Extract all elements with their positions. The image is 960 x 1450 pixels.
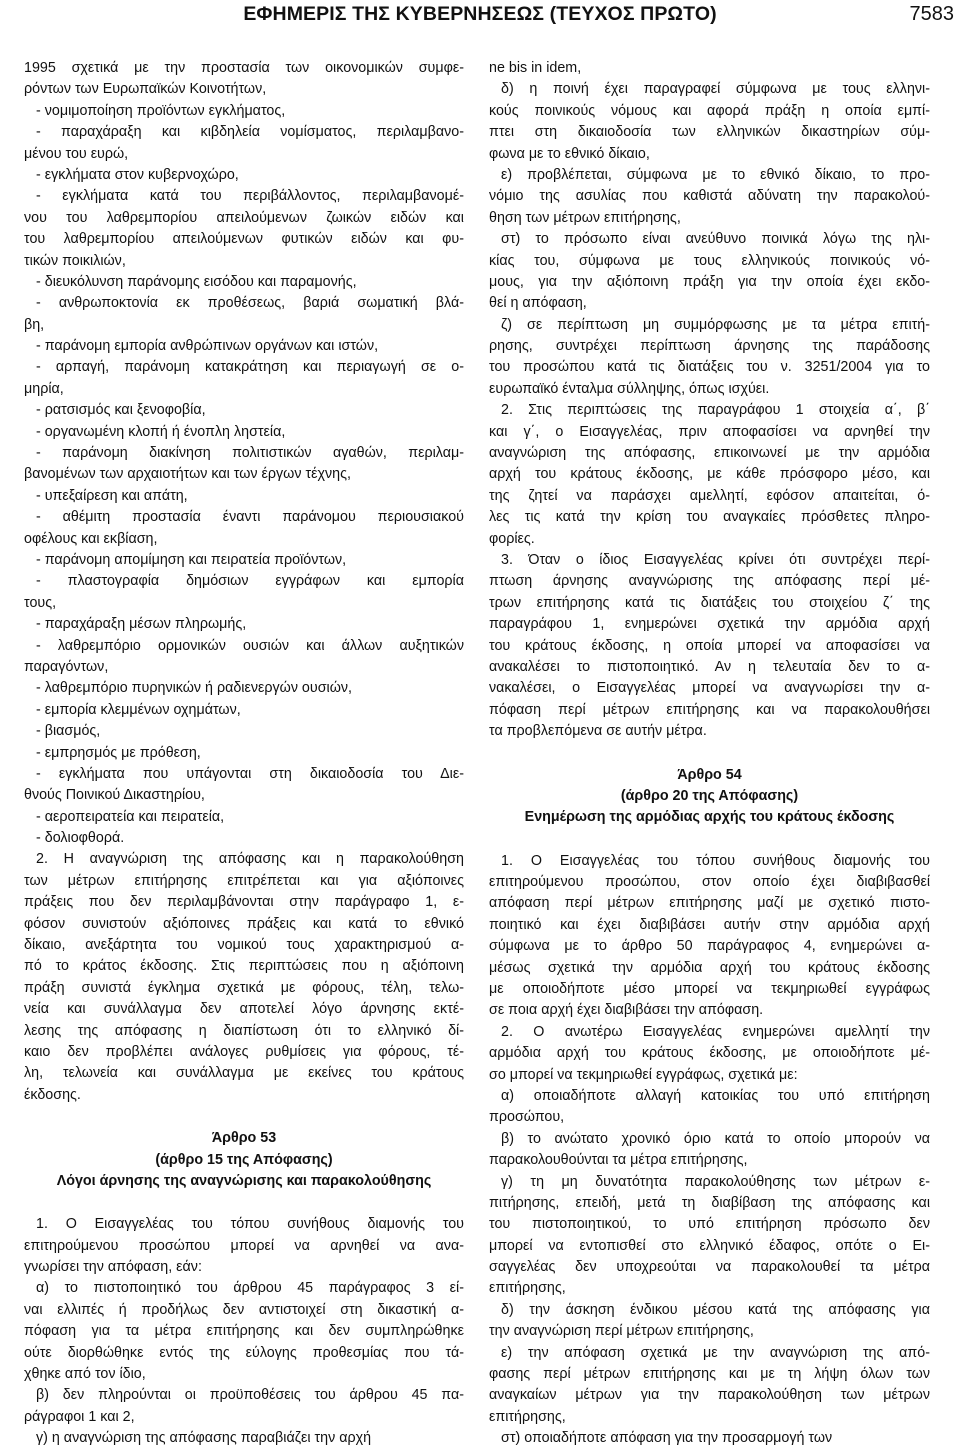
text-line: επιτηρούμενου προσώπου, στον οποίο έχει διαβιβασθεί xyxy=(489,874,930,891)
text-line: επιτήρησης, xyxy=(489,1408,566,1425)
spacer xyxy=(489,829,930,851)
text-line: γ) η αναγνώριση της απόφασης παραβιάζει την αρχή xyxy=(36,1430,372,1447)
text-line: του προσώπου κατά τις διατάξεις του ν. 3251/2004 για το xyxy=(489,359,930,376)
text-line: 1995 σχετικά με την προστασία των οικονομικών συμφε- xyxy=(24,60,464,76)
text-line: του κράτους έκδοσης, η οποία μπορεί να αποφασίσει να xyxy=(489,637,930,654)
text-line: πράξεις που δεν περιλαμβάνονται στην παράγραφο 1, ε- xyxy=(24,894,464,911)
text-line: δ) η ποινή έχει παραγραφεί σύμφωνα με τους ελληνι- xyxy=(501,81,930,98)
text-line: λη, τελωνεία και συνάλλαγμα με εκείνες του κράτους xyxy=(24,1065,464,1082)
text-line: ευρωπαϊκό ένταλμα σύλληψης, όπως ισχύει. xyxy=(489,380,770,397)
text-line: παρακολουθούνται τα μέτρα επιτήρησης, xyxy=(489,1152,748,1169)
text-line: πόφαση για τα μέτρα επιτήρησης και δεν συμπληρώθηκε xyxy=(24,1323,464,1340)
text-line: τικών ποικιλιών, xyxy=(24,252,126,269)
text-line: βη, xyxy=(24,316,45,333)
text-line: - πλαστογραφία δημόσιων εγγράφων και εμπορία xyxy=(36,573,464,590)
text-line: του πιστοποιητικού, το υπό επιτήρηση πρόσωπο δεν xyxy=(489,1216,930,1233)
text-line: της ζητεί να παράσχει αμελλητί, εφόσον απαιτείται, ό- xyxy=(489,487,930,504)
text-line: μηρία, xyxy=(24,380,64,397)
text-line: ε) την απόφαση σχετικά με την αναγνώριση της από- xyxy=(501,1344,930,1361)
text-line: τους, xyxy=(24,594,57,611)
text-line: βανομένων των αρχαιοτήτων και των έργων τέχνης, xyxy=(24,466,351,483)
text-line: αναγνώριση της απόφασης, επικοινωνεί με την αρμόδια xyxy=(489,445,930,462)
text-line: νακαλέσει, ο Εισαγγελέας μπορεί να αναγνωρίσει την α- xyxy=(489,680,930,697)
spacer xyxy=(24,1106,464,1128)
article-reference: (άρθρο 15 της Απόφασης) xyxy=(155,1151,333,1168)
text-line: - εμπρησμός με πρόθεση, xyxy=(36,744,201,761)
text-line: σο μπορεί να τεκμηριωθεί εγγράφως, σχετικά με: xyxy=(489,1066,798,1083)
text-line: φωνα με το εθνικό δίκαιο, xyxy=(489,145,650,162)
text-line: - οργανωμένη κλοπή ή ένοπλη ληστεία, xyxy=(36,423,286,440)
text-line: β) δεν πληρούνται οι προϋποθέσεις του άρθρου 45 πα- xyxy=(36,1387,464,1404)
text-line: την αναγνώριση περί μέτρων επιτήρησης, xyxy=(489,1323,754,1340)
article-reference: (άρθρο 20 της Απόφασης) xyxy=(620,787,799,804)
text-line: 3. Όταν ο ίδιος Εισαγγελέας κρίνει ότι συντρέχει περί- xyxy=(501,551,930,568)
text-line: καιο δεν προβλέπει ανάλογες ρυθμίσεις για φόρους, τέ- xyxy=(24,1043,464,1060)
text-line: γ) τη μη δυνατότητα παρακολούθησης των μέτρων ε- xyxy=(501,1173,930,1190)
text-line: μένου του ευρώ, xyxy=(24,145,129,162)
text-line: σε ποια αρχή έχει διαβιβάσει την απόφαση. xyxy=(489,1002,764,1019)
text-line: - λαθρεμπόριο ορμονικών ουσιών και άλλων αυξητικών xyxy=(36,637,464,654)
text-line: δ) την άσκηση ένδικου μέσου κατά της απόφασης για xyxy=(501,1301,930,1318)
text-line: παραγράφου 1, ενημερώνει σχετικά την αρμόδια αρχή xyxy=(489,616,930,633)
text-line: στ) οποιαδήποτε απόφαση για την προσαρμογή των xyxy=(501,1430,833,1447)
text-line: - δολιοφθορά. xyxy=(36,830,125,847)
text-line: - ρατσισμός και ξενοφοβία, xyxy=(36,402,206,419)
text-line: των μέτρων επιτήρησης επιτρέπεται και για αξιόποινες xyxy=(24,872,464,889)
spacer xyxy=(24,1192,464,1214)
text-line: πτωση άρνησης αναγνώρισης της απόφασης περί μέ- xyxy=(489,573,930,590)
text-line: ε) προβλέπεται, σύμφωνα με το εθνικό δίκαιο, το προ- xyxy=(501,166,930,183)
text-line: φορίες. xyxy=(489,530,535,547)
right-column xyxy=(489,58,930,1450)
text-line: νεία και συνάλλαγμα δεν αποτελεί λόγο άρνησης εκτέ- xyxy=(24,1001,464,1018)
text-line: μους, για την αξιόποινη πράξη για την οποία έχει εκδο- xyxy=(489,273,930,290)
article-53-heading xyxy=(24,1128,464,1192)
text-line: κούς ποινικούς νόμους και αφορά πράξη η οποία εμπί- xyxy=(489,102,930,119)
text-line: - ανθρωποκτονία εκ προθέσεως, βαριά σωματική βλά- xyxy=(36,295,464,312)
text-line: στ) το πρόσωπο είναι ανεύθυνο ποινικά λόγω της ηλι- xyxy=(501,231,930,248)
text-line: ρησης, συντρέχει περίπτωση άρνησης της παράδοσης xyxy=(489,338,930,355)
text-line: - εγκλήματα στον κυβερνοχώρο, xyxy=(36,166,239,183)
text-line: β) το ανώτατο χρονικό όριο κατά το οποίο μπορούν να xyxy=(501,1130,930,1147)
text-line: ράγραφοι 1 και 2, xyxy=(24,1408,135,1425)
text-line: επιτήρησης, xyxy=(489,1280,566,1297)
text-line: θνούς Ποινικού Δικαστηρίου, xyxy=(24,787,205,804)
text-line: πό το κράτος έκδοσης. Στις περιπτώσεις που η αξιόποινη xyxy=(24,958,464,975)
text-line: - παραχάραξη και κιβδηλεία νομίσματος, περιλαμβανο- xyxy=(36,124,464,141)
text-line: 1. Ο Εισαγγελέας του τόπου συνήθους διαμονής του xyxy=(36,1216,464,1233)
text-line: ζ) σε περίπτωση μη συμμόρφωσης με τα μέτρα επιτή- xyxy=(501,316,930,333)
text-line: αρχή του κράτους έκδοσης, με κάθε πρόσφορο μέσο, και xyxy=(489,466,930,483)
text-line: ναι ελλιπές ή προδήλως δεν αντιστοιχεί στη δικαστική α- xyxy=(24,1301,464,1318)
text-line: - εγκλήματα που υπάγονται στη δικαιοδοσία του Διε- xyxy=(36,765,464,782)
text-line: και γ΄, ο Εισαγγελέας, πριν αποφασίσει να αρνηθεί την xyxy=(489,423,930,440)
text-line: μέσως σχετικά την αρμόδια αρχή του κράτους έκδοσης xyxy=(489,959,930,976)
text-line: νου του λαθρεμπορίου απειλούμενων ζωικών ειδών και xyxy=(24,209,464,226)
text-line: πόφαση περί μέτρων επιτήρησης και να παρακολουθήσει xyxy=(489,701,930,718)
text-line: α) το πιστοποιητικό του άρθρου 45 παράγραφος 3 εί- xyxy=(36,1280,464,1297)
text-line: 2. Ο ανωτέρω Εισαγγελέας ενημερώνει αμελλητί την xyxy=(501,1023,930,1040)
page-number: 7583 xyxy=(909,3,954,25)
text-line: - αθέμιτη προστασία έναντι παράνομου περιουσιακού xyxy=(36,509,464,526)
text-line: δίκαιο, ανεξάρτητα του νομικού τους χαρακτηρισμού α- xyxy=(24,937,464,954)
text-line: - αεροπειρατεία και πειρατεία, xyxy=(36,808,225,825)
text-line: - εγκλήματα κατά του περιβάλλοντος, περιλαμβανομέ- xyxy=(36,188,464,205)
text-line: γνωρίσει την απόφαση, εάν: xyxy=(24,1259,202,1276)
article-number: Άρθρο 54 xyxy=(677,766,742,783)
text-line: με οποιοδήποτε μέσο μπορεί να τεκμηριωθεί εγγράφως xyxy=(489,981,930,998)
text-line: λες τις κατά την κρίση του αναγκαίες πρόσθετες πληρο- xyxy=(489,509,930,526)
text-line: - νομιμοποίηση προϊόντων εγκλήματος, xyxy=(36,102,286,119)
text-line: αναγκαίων μέτρων για την παρακολούθηση των μέτρων xyxy=(489,1387,930,1404)
text-line: τα προβλεπόμενα σε αυτήν μέτρα. xyxy=(489,723,707,740)
left-column-body-after xyxy=(24,1214,464,1449)
text-line: ανακαλέσει το πιστοποιητικό. Αν η τελευταία δεν το α- xyxy=(489,658,930,675)
article-54-heading xyxy=(489,765,930,829)
text-line: - παράνομη εμπορία ανθρώπινων οργάνων και ιστών, xyxy=(36,338,379,355)
text-line: προσώπου, xyxy=(489,1109,565,1126)
text-line: - παράνομη απομίμηση και πειρατεία προϊόντων, xyxy=(36,551,347,568)
text-line: σύμφωνα με το άρθρο 50 παράγραφος 4, ενημερώνει α- xyxy=(489,938,930,955)
text-line: επιτηρούμενου προσώπου μπορεί να αρνηθεί να ανα- xyxy=(24,1237,464,1254)
text-line: παραγόντων, xyxy=(24,658,109,675)
text-line: - διευκόλυνση παράνομης εισόδου και παραμονής, xyxy=(36,273,357,290)
text-line: 1. Ο Εισαγγελέας του τόπου συνήθους διαμονής του xyxy=(501,852,930,869)
left-column xyxy=(24,58,464,1450)
text-line: πράξη συνιστά έγκλημα σχετικά με φόρους, τέλη, τελω- xyxy=(24,979,464,996)
text-line: - υπεξαίρεση και απάτη, xyxy=(36,487,188,504)
text-line: ne bis in idem, xyxy=(489,60,582,76)
text-line: φασης περί μέτρων επιτήρησης και με τη λήψη όλων των xyxy=(489,1366,930,1383)
right-column-body xyxy=(489,58,930,743)
text-line: σαγγελέας δεν υποχρεούται να παρακολουθεί τα μέτρα xyxy=(489,1259,930,1276)
text-line: οφέλους και εκβίαση, xyxy=(24,530,158,547)
text-line: - βιασμός, xyxy=(36,723,101,740)
page-header xyxy=(0,0,960,36)
text-line: αρμόδια αρχή του κράτους έκδοσης, με οποιοδήποτε μέ- xyxy=(489,1045,930,1062)
text-line: 2. Στις περιπτώσεις της παραγράφου 1 στοιχεία α΄, β΄ xyxy=(501,402,930,419)
text-line: κίας του, σύμφωνα με τους ελληνικούς ποινικούς νό- xyxy=(489,252,930,269)
text-line: - αρπαγή, παράνομη κατακράτηση και περιαγωγή σε ο- xyxy=(36,359,464,376)
right-column-body-after xyxy=(489,851,930,1450)
text-line: μπορεί να εντοπισθεί στο ελληνικό έδαφος, οπότε ο Ει- xyxy=(489,1237,930,1254)
text-line: του λαθρεμπορίου απειλούμενων φυτικών ειδών και φυ- xyxy=(24,231,464,248)
left-column-body xyxy=(24,58,464,1106)
text-line: - παραχάραξη μέσων πληρωμής, xyxy=(36,616,247,633)
text-line: - λαθρεμπόριο πυρηνικών ή ραδιενεργών ουσιών, xyxy=(36,680,352,697)
article-title: Λόγοι άρνησης της αναγνώρισης και παρακολούθησης xyxy=(56,1172,432,1189)
text-line: - εμπορία κλεμμένων οχημάτων, xyxy=(36,701,241,718)
article-number: Άρθρο 53 xyxy=(211,1130,277,1147)
text-line: α) οποιαδήποτε αλλαγή κατοικίας του υπό επιτήρηση xyxy=(501,1087,930,1104)
text-line: ρόντων των Ευρωπαϊκών Κοινοτήτων, xyxy=(24,81,267,98)
text-line: θηση των μέτρων επιτήρησης, xyxy=(489,209,681,226)
text-line: έκδοσης. xyxy=(24,1086,81,1103)
text-line: πτει στη δικαιοδοσία των ελληνικών δικαστηρίων σύμ- xyxy=(489,124,930,141)
spacer xyxy=(489,743,930,765)
text-line: ούτε διορθώθηκε εντός της εύλογης προθεσμίας που τά- xyxy=(24,1344,464,1361)
text-line: λεσης της απόφασης η διαπίστωση ότι το ελληνικό δί- xyxy=(24,1022,464,1039)
gazette-title: ΕΦΗΜΕΡΙΣ ΤΗΣ ΚΥΒΕΡΝΗΣΕΩΣ (ΤΕΥΧΟΣ ΠΡΩΤΟ) xyxy=(243,3,717,25)
text-line: θεί η απόφαση, xyxy=(489,295,587,312)
text-line: φόσον συνιστούν αξιόποινες πράξεις και κατά το εθνικό xyxy=(24,915,464,932)
text-line: νόμιο της ασυλίας που καθιστά αδύνατη την παρακολού- xyxy=(489,188,930,205)
text-line: χθηκε από τον ίδιο, xyxy=(24,1366,146,1383)
text-line: τρων επιτήρησης κατά τις διατάξεις του στοιχείου ζ΄ της xyxy=(489,594,930,611)
text-line: ποιητικό και έχει διαβιβάσει αυτήν στην αρμόδια αρχή xyxy=(489,916,930,933)
text-line: 2. Η αναγνώριση της απόφασης και η παρακολούθηση xyxy=(36,851,464,868)
article-title: Ενημέρωση της αρμόδιας αρχής του κράτους έκδοσης xyxy=(524,809,895,826)
text-line: απόφαση περί μέτρων επιτήρησης μαζί με σχετικό πιστο- xyxy=(489,895,930,912)
text-line: πιτήρησης, επειδή, μετά τη διαβίβαση της απόφασης και xyxy=(489,1194,930,1211)
text-line: - παράνομη διακίνηση πολιτιστικών αγαθών, περιλαμ- xyxy=(36,445,464,462)
